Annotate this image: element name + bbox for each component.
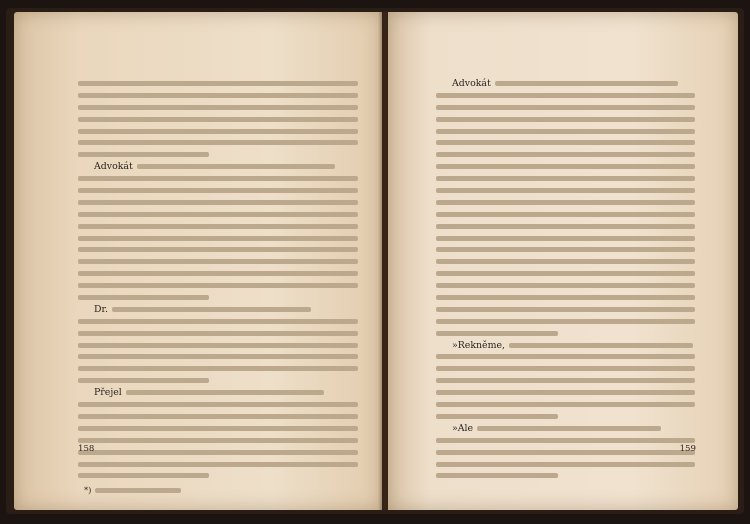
text-line xyxy=(78,399,370,411)
text-line xyxy=(78,256,370,268)
text-line xyxy=(436,351,706,363)
text-line xyxy=(78,292,370,304)
text-line xyxy=(78,137,370,149)
text-line xyxy=(78,375,370,387)
text-line xyxy=(436,173,706,185)
text-line xyxy=(78,316,370,328)
text-line xyxy=(78,90,370,102)
paragraph-start: »Rekněme, xyxy=(436,340,706,352)
text-line xyxy=(78,114,370,126)
paragraph-start: »Ale xyxy=(436,423,706,435)
text-line xyxy=(78,340,370,352)
text-line xyxy=(436,268,706,280)
text-line xyxy=(78,126,370,138)
text-line xyxy=(78,209,370,221)
text-line xyxy=(436,137,706,149)
text-line xyxy=(436,387,706,399)
text-line xyxy=(436,447,706,459)
text-line xyxy=(436,233,706,245)
left-page xyxy=(14,12,382,510)
footnote: *) xyxy=(78,485,370,495)
text-line xyxy=(78,470,370,482)
text-line xyxy=(436,375,706,387)
text-line xyxy=(78,268,370,280)
text-line xyxy=(436,470,706,482)
text-line xyxy=(436,149,706,161)
text-line xyxy=(78,102,370,114)
text-line xyxy=(78,447,370,459)
paragraph-start: Přejel xyxy=(78,387,370,399)
text-line xyxy=(436,459,706,471)
text-line xyxy=(436,209,706,221)
text-line xyxy=(78,173,370,185)
text-line xyxy=(78,149,370,161)
text-line xyxy=(436,411,706,423)
text-line xyxy=(78,197,370,209)
text-line xyxy=(436,292,706,304)
text-line xyxy=(78,435,370,447)
text-line xyxy=(436,363,706,375)
text-line xyxy=(78,459,370,471)
text-line xyxy=(436,221,706,233)
text-line xyxy=(436,197,706,209)
text-line xyxy=(78,423,370,435)
text-line xyxy=(78,280,370,292)
text-line xyxy=(78,411,370,423)
left-page-text xyxy=(78,78,370,495)
text-line xyxy=(436,256,706,268)
text-line xyxy=(436,114,706,126)
text-line xyxy=(436,328,706,340)
text-line xyxy=(78,363,370,375)
text-line xyxy=(436,90,706,102)
paragraph-start: Dr. xyxy=(78,304,370,316)
text-line xyxy=(436,280,706,292)
text-line xyxy=(78,221,370,233)
text-line xyxy=(78,185,370,197)
text-line xyxy=(78,351,370,363)
text-line xyxy=(78,78,370,90)
right-page-text xyxy=(436,78,706,482)
text-line xyxy=(436,185,706,197)
text-line xyxy=(436,244,706,256)
text-line xyxy=(436,161,706,173)
text-line xyxy=(78,233,370,245)
right-page xyxy=(388,12,738,510)
paragraph-start: Advokát xyxy=(78,161,370,173)
text-line xyxy=(436,399,706,411)
text-line xyxy=(436,126,706,138)
text-line xyxy=(78,328,370,340)
page-number-right: 159 xyxy=(679,444,696,454)
paragraph-start: Advokát xyxy=(436,78,706,90)
text-line xyxy=(436,102,706,114)
text-line xyxy=(436,316,706,328)
text-line xyxy=(436,435,706,447)
text-line xyxy=(436,304,706,316)
text-line xyxy=(78,244,370,256)
book-spread xyxy=(6,8,744,514)
page-number-left: 158 xyxy=(78,444,95,454)
